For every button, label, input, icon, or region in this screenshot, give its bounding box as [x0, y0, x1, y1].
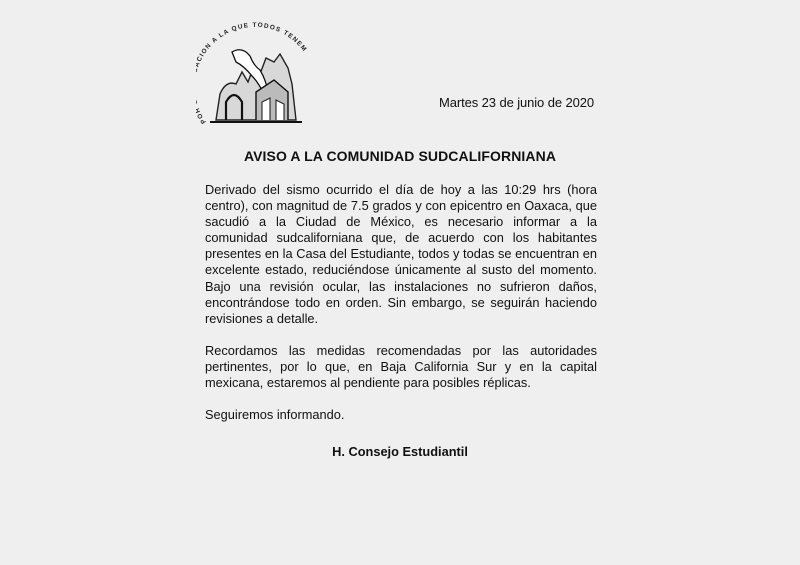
- notice-date: Martes 23 de junio de 2020: [439, 95, 594, 110]
- institution-seal-icon: [196, 22, 314, 134]
- body-paragraph-2: Recordamos las medidas recomendadas por las autoridades pertinentes, por lo que, en Baja California Sur y en la capital mexicana, estaremos al pendiente para posibles réplicas.: [205, 342, 597, 391]
- notice-body: [205, 182, 597, 439]
- notice-signature: H. Consejo Estudiantil: [332, 444, 468, 459]
- body-paragraph-3: Seguiremos informando.: [205, 407, 345, 423]
- body-paragraph-1: Derivado del sismo ocurrido el día de hoy a las 10:29 hrs (hora centro), con magnitud de 7.5 grados y con epicentro en Oaxaca, que sacudió a la Ciudad de México, es necesario informar a la comunidad sudcaliforniana que, de acuerdo con los habitantes presentes en la Casa del Estudiante, todos y todas se encuentran en excelente estado, reduciéndose únicamente al susto del momento. Bajo una revisión ocular, las instalaciones no sufrieron daños, encontrándose todo en orden. Sin embargo, se seguirán haciendo revisiones a detalle.: [205, 182, 597, 326]
- seal-graphic: [196, 22, 314, 134]
- seal-motto: PO CION A LA QUE TODOS TENEM: [196, 22, 309, 125]
- notice-title: AVISO A LA COMUNIDAD SUDCALIFORNIANA: [243, 148, 557, 164]
